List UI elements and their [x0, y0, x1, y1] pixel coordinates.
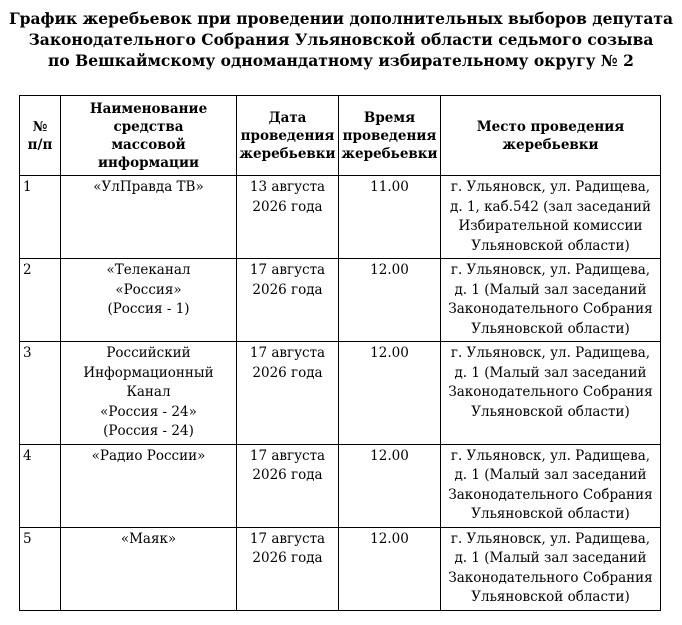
header-num: № п/п — [20, 96, 61, 176]
table-row — [20, 527, 661, 610]
header-date: Дата проведения жеребьевки — [237, 96, 339, 176]
draw-date: 13 августа 2026 года — [237, 176, 339, 259]
row-number: 2 — [20, 259, 61, 342]
document-title — [0, 8, 682, 71]
draw-place: г. Ульяновск, ул. Радищева, д. 1 (Малый зал заседаний Законодательного Собрания Ульяновской области) — [441, 444, 661, 527]
draw-date: 17 августа 2026 года — [237, 259, 339, 342]
row-number: 4 — [20, 444, 61, 527]
header-place: Место проведения жеребьевки — [441, 96, 661, 176]
document-title-line-1: График жеребьевок при проведении дополнительных выборов депутата — [8, 9, 674, 28]
row-number: 3 — [20, 342, 61, 445]
draw-time: 12.00 — [339, 342, 441, 445]
row-number: 5 — [20, 527, 61, 610]
draw-time: 12.00 — [339, 259, 441, 342]
draw-time: 12.00 — [339, 444, 441, 527]
draw-place: г. Ульяновск, ул. Радищева, д. 1 (Малый зал заседаний Законодательного Собрания Ульяновской области) — [441, 259, 661, 342]
draw-place: г. Ульяновск, ул. Радищева, д. 1 (Малый зал заседаний Законодательного Собрания Ульяновской области) — [441, 342, 661, 445]
header-row — [20, 96, 661, 176]
media-name: «Маяк» — [61, 527, 237, 610]
header-media: Наименование средства массовой информации — [61, 96, 237, 176]
draw-time: 12.00 — [339, 527, 441, 610]
draw-time: 11.00 — [339, 176, 441, 259]
media-name: «Телеканал «Россия» (Россия - 1) — [61, 259, 237, 342]
draw-date: 17 августа 2026 года — [237, 342, 339, 445]
table-row — [20, 176, 661, 259]
row-number: 1 — [20, 176, 61, 259]
draw-place: г. Ульяновск, ул. Радищева, д. 1, каб.542 (зал заседаний Избирательной комиссии Ульяновской области) — [441, 176, 661, 259]
media-name: Российский Информационный Канал «Россия - 24» (Россия - 24) — [61, 342, 237, 445]
table-row — [20, 259, 661, 342]
media-name: «Радио России» — [61, 444, 237, 527]
draw-place: г. Ульяновск, ул. Радищева, д. 1 (Малый зал заседаний Законодательного Собрания Ульяновской области) — [441, 527, 661, 610]
draw-date: 17 августа 2026 года — [237, 527, 339, 610]
table-row — [20, 444, 661, 527]
schedule-table — [19, 95, 661, 611]
header-time: Время проведения жеребьевки — [339, 96, 441, 176]
document-title-line-3: по Вешкаймскому одномандатному избирательному округу № 2 — [48, 51, 634, 70]
table-row — [20, 342, 661, 445]
draw-date: 17 августа 2026 года — [237, 444, 339, 527]
media-name: «УлПравда ТВ» — [61, 176, 237, 259]
document-title-line-2: Законодательного Собрания Ульяновской области седьмого созыва — [28, 30, 654, 49]
